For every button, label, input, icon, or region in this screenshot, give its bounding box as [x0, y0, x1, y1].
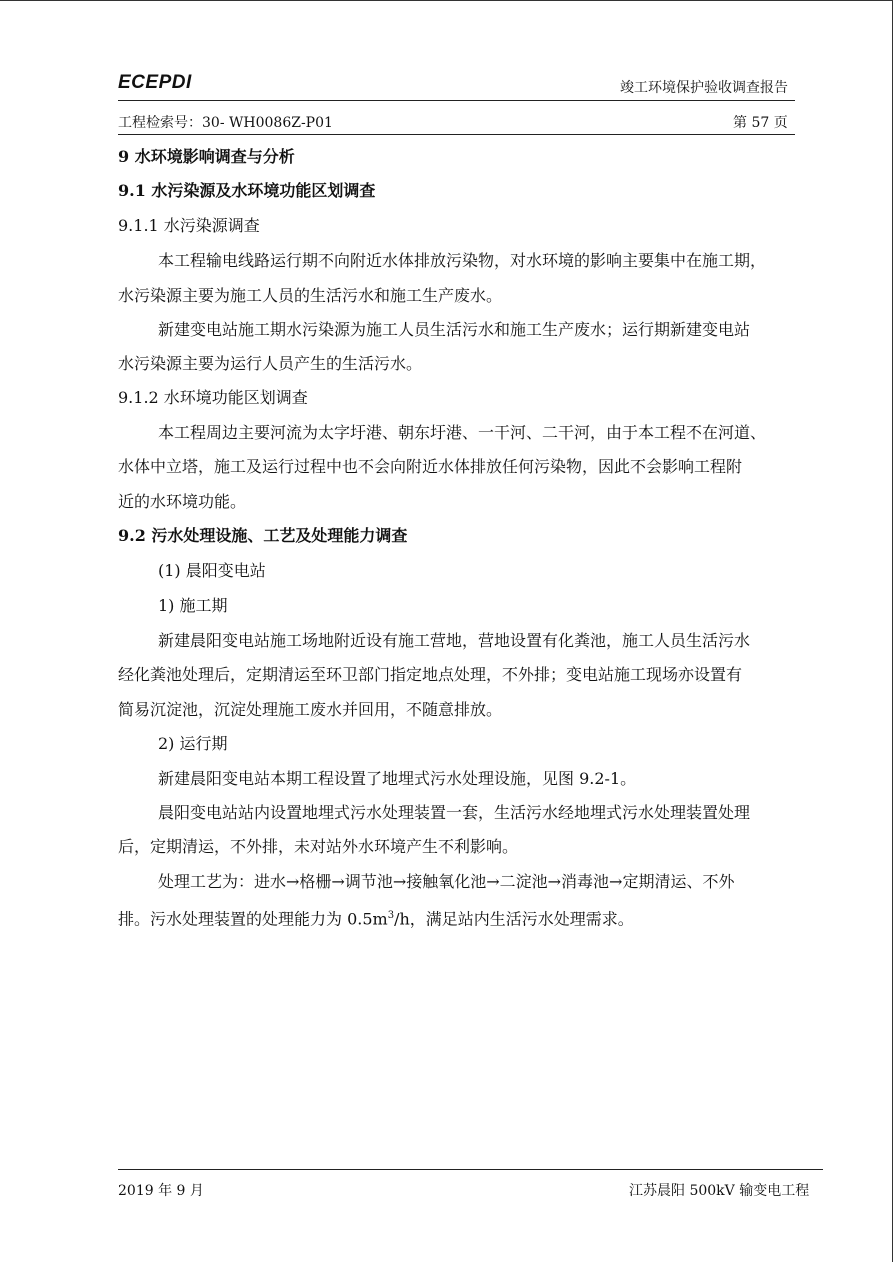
page-border-top [0, 0, 893, 1]
paragraph-line: 水污染源主要为运行人员产生的生活污水。 [118, 354, 423, 373]
paragraph-line: 新建变电站施工期水污染源为施工人员生活污水和施工生产废水；运行期新建变电站 [158, 320, 751, 339]
subsection-heading-9-1-1: 9.1.1 水污染源调查 [118, 216, 260, 235]
report-title: 竣工环境保护验收调查报告 [620, 80, 788, 96]
capacity-text-end: /h，满足站内生活污水处理需求。 [394, 909, 634, 929]
capacity-text: 排。污水处理装置的处理能力为 0.5m [118, 909, 388, 929]
paragraph-line: 经化粪池处理后，定期清运至环卫部门指定地点处理，不外排；变电站施工现场亦设置有 [118, 665, 743, 684]
paragraph-line: 新建晨阳变电站本期工程设置了地埋式污水处理设施，见图 9.2-1。 [158, 769, 637, 788]
cubic-superscript: 3 [387, 910, 395, 921]
paragraph-line: 简易沉淀池，沉淀处理施工废水并回用，不随意排放。 [118, 700, 503, 719]
paragraph-line: 后，定期清运，不外排，未对站外水环境产生不利影响。 [118, 837, 519, 856]
paragraph-line: 晨阳变电站站内设置地埋式污水处理装置一套，生活污水经地埋式污水处理装置处理 [158, 803, 751, 822]
paragraph-line: 新建晨阳变电站施工场地附近设有施工营地，营地设置有化粪池，施工人员生活污水 [158, 631, 751, 650]
footer-divider [118, 1169, 823, 1170]
header-divider-lower [118, 134, 795, 135]
footer-date: 2019 年 9 月 [118, 1183, 204, 1199]
section-heading-9-1: 9.1 水污染源及水环境功能区划调查 [118, 181, 376, 200]
company-logo: ECEPDI [118, 72, 192, 93]
paragraph-line: 近的水环境功能。 [118, 492, 247, 511]
header-divider [118, 100, 795, 101]
paragraph-line: 水体中立塔，施工及运行过程中也不会向附近水体排放任何污染物，因此不会影响工程附 [118, 457, 743, 476]
project-index-number: 工程检索号：30- WH0086Z-P01 [118, 115, 333, 131]
paragraph-line-capacity [118, 905, 634, 930]
footer-project-name: 江苏晨阳 500kV 输变电工程 [629, 1183, 810, 1199]
paragraph-line: 本工程输电线路运行期不向附近水体排放污染物，对水环境的影响主要集中在施工期， [158, 251, 767, 270]
list-item-operation-period: 2) 运行期 [158, 734, 228, 753]
paragraph-line: 处理工艺为：进水→格栅→调节池→接触氧化池→二淀池→消毒池→定期清运、不外 [158, 872, 735, 891]
list-item-construction-period: 1) 施工期 [158, 596, 228, 615]
page-number: 第 57 页 [733, 115, 788, 131]
section-heading-9: 9 水环境影响调查与分析 [118, 147, 295, 166]
list-item-substation: (1) 晨阳变电站 [158, 561, 266, 580]
section-heading-9-2: 9.2 污水处理设施、工艺及处理能力调查 [118, 526, 408, 545]
subsection-heading-9-1-2: 9.1.2 水环境功能区划调查 [118, 388, 308, 407]
paragraph-line: 本工程周边主要河流为太字圩港、朝东圩港、一干河、二干河，由于本工程不在河道、 [158, 423, 767, 442]
paragraph-line: 水污染源主要为施工人员的生活污水和施工生产废水。 [118, 286, 503, 305]
